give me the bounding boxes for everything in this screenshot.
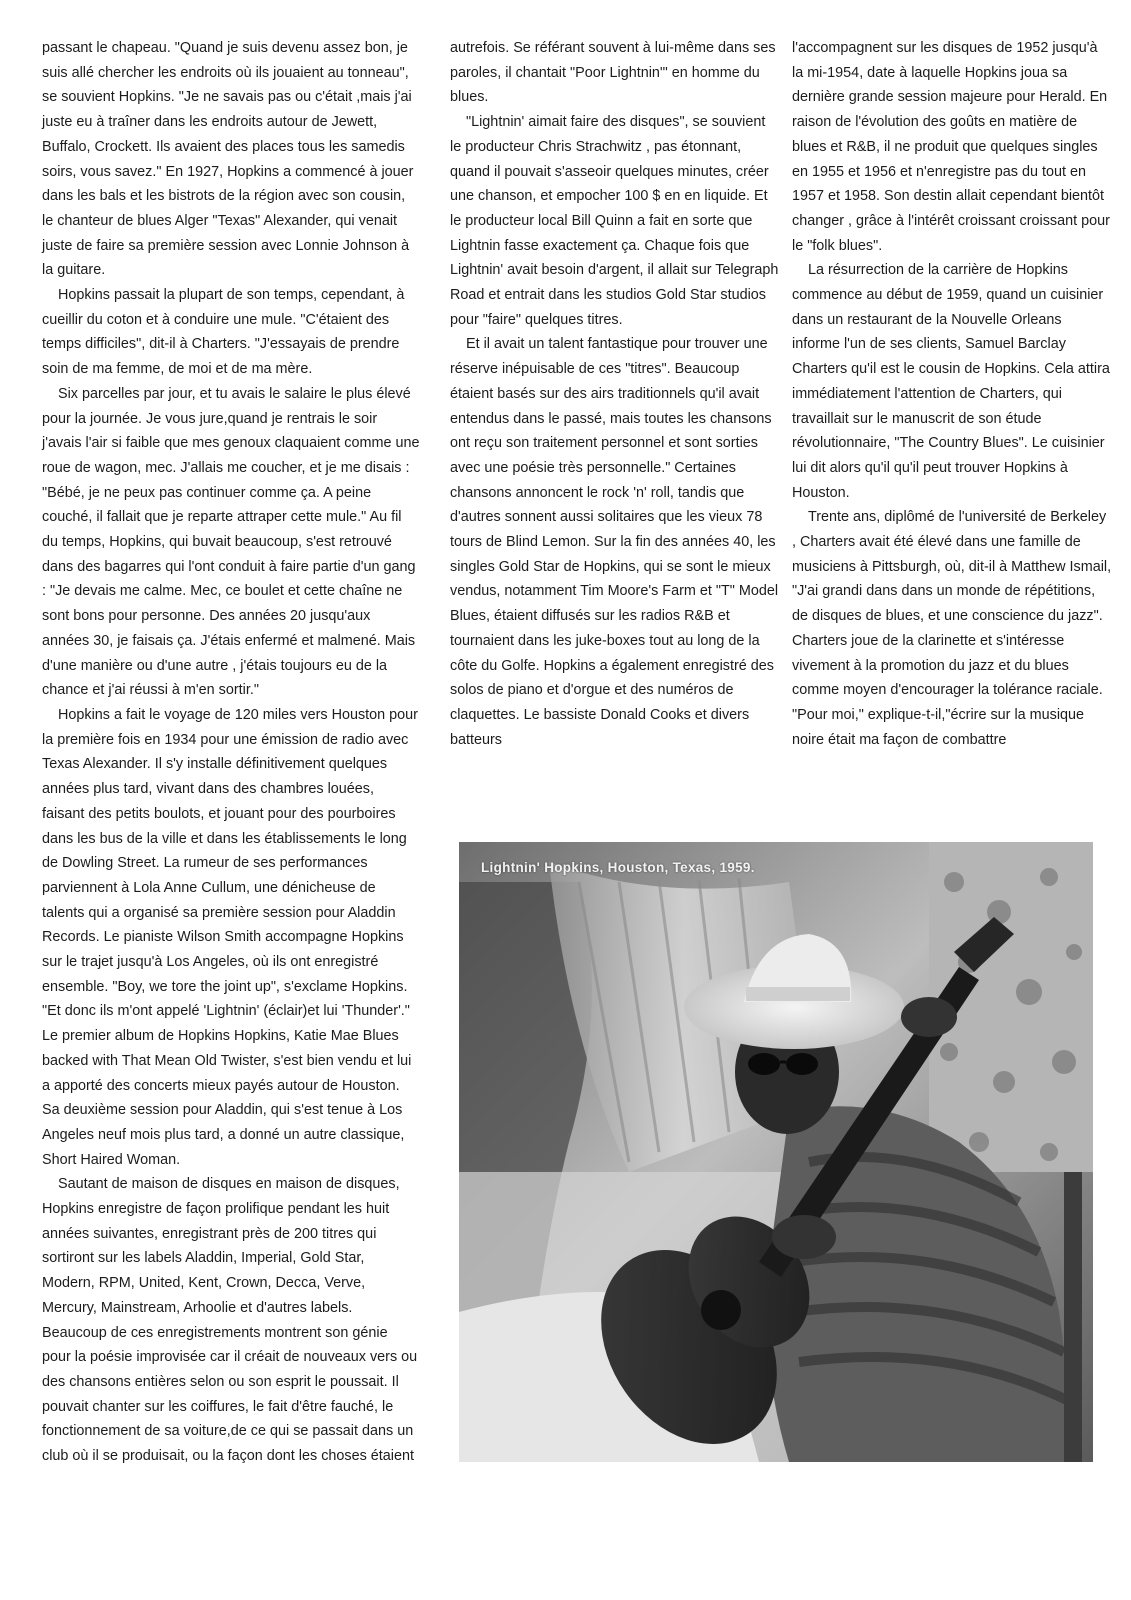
text-column-1 [42, 36, 420, 1469]
paragraph: "Lightnin' aimait faire des disques", se souvient le producteur Chris Strachwitz , pas étonnant, quand il pouvait s'asseoir quelques minutes, créer une chanson, et empocher 100 $ en en liquide. Et le producteur local Bill Quinn a fait en sorte que Lightnin fasse exactement ça. Chaque fois que Lightnin' avait besoin d'argent, il allait sur Telegraph Road et entrait dans les studios Gold Star studios pour "faire" quelques titres. [450, 114, 779, 328]
paragraph: Hopkins passait la plupart de son temps, cependant, à cueillir du coton et à conduire une mule. "C'étaient des temps difficiles", dit-il à Charters. "J'essayais de prendre soin de ma femme, de moi et de ma mère. [42, 287, 405, 378]
photo-caption: Lightnin' Hopkins, Houston, Texas, 1959. [481, 860, 755, 875]
paragraph: passant le chapeau. "Quand je suis devenu assez bon, je suis allé chercher les endroits où ils jouaient au tonneau", se souvient Hopkins. "Je ne savais pas ou c'était ,mais j'ai juste eu à traîner dans les endroits autour de Jewett, Buffalo, Crockett. Ils avaient des places tous les samedis soirs, vous savez." En 1927, Hopkins a commencé à jouer dans les bals et les bistrots de la région avec son cousin, le chanteur de blues Alger "Texas" Alexander, qui venait juste de faire sa première session avec Lonnie Johnson à la guitare. [42, 40, 414, 279]
paragraph: Et il avait un talent fantastique pour trouver une réserve inépuisable de ces "titres". Beaucoup étaient basés sur des airs traditionnels qu'il avait entendus dans le passé, mais toutes les chansons ont reçu son traitement personnel et sont sorties avec une poésie très personnelle." Certaines chansons annoncent le rock 'n' roll, tandis que d'autres sonnent aussi solitaires que les vieux 78 tours de Blind Lemon. Sur la fin des années 40, les singles Gold Star de Hopkins, qui se sont le mieux vendus, notamment Tim Moore's Farm et "T" Model Blues, étaient diffusés sur les radios R&B et tournaient dans les juke-boxes tout au long de la côte du Golfe. Hopkins a également enregistré des solos de piano et d'orgue et des numéros de claquettes. Le bassiste Donald Cooks et divers batteurs [450, 336, 779, 748]
paragraph: Hopkins a fait le voyage de 120 miles vers Houston pour la première fois en 1934 pour une émission de radio avec Texas Alexander. Il s'y installe définitivement quelques années plus tard, vivant dans des chambres louées, faisant des petits boulots, et jouant pour des pourboires dans les bus de la ville et dans les établissements le long de Dowling Street. La rumeur de ses performances parviennent à Lola Anne Cullum, une dénicheuse de talents qui a organisé sa première session pour Aladdin Records. Le pianiste Wilson Smith accompagne Hopkins sur le trajet jusqu'à Los Angeles, où ils ont enregistré ensemble. "Boy, we tore the joint up", s'exclame Hopkins. "Et donc ils m'ont appelé 'Lightnin' (éclair)et lui 'Thunder'." Le premier album de Hopkins Hopkins, Katie Mae Blues backed with That Mean Old Twister, s'est bien vendu et lui a apporté des concerts mieux payés autour de Houston. Sa deuxième session pour Aladdin, qui s'est tenue à Los Angeles neuf mois plus tard, a donné un autre classique, Short Haired Woman. [42, 706, 418, 1168]
photo-lightnin-hopkins [459, 842, 1093, 1462]
paragraph: La résurrection de la carrière de Hopkins commence au début de 1959, quand un cuisinier dans un restaurant de la Nouvelle Orleans informe l'un de ses clients, Samuel Barclay Charters qu'il est le cousin de Hopkins. Cela attira immédiatement l'attention de Charters, qui travaillait sur le manuscrit de son étude révolutionnaire, "The Country Blues". Le cuisinier lui dit alors qu'il qu'il peut trouver Hopkins à Houston. [792, 262, 1110, 501]
paragraph: Sautant de maison de disques en maison de disques, Hopkins enregistre de façon prolifique pendant les huit années suivantes, enregistrant près de 200 titres qui sortiront sur les labels Aladdin, Imperial, Gold Star, Modern, RPM, United, Kent, Crown, Decca, Verve, Mercury, Mainstream, Arhoolie et d'autres labels. Beaucoup de ces enregistrements montrent son génie pour la poésie improvisée car il créait de nouveaux vers ou des chansons entières selon ou son esprit le poussait. Il pouvait chanter sur les coiffures, le fait d'être fauché, le fonctionnement de sa voiture,de ce qui se passait dans un club où il se produisait, ou la façon dont les choses étaient [42, 1176, 418, 1465]
paragraph: Trente ans, diplômé de l'université de Berkeley , Charters avait été élevé dans une famille de musiciens à Pittsburgh, où, dit-il à Matthew Ismail, "J'ai grandi dans dans un monde de répétitions, de disques de blues, et une conscience du jazz". Charters joue de la clarinette et s'intéresse vivement à la promotion du jazz et du blues comme moyen d'encourager la tolérance raciale. "Pour moi," explique-t-il,"écrire sur la musique noire était ma façon de combattre [792, 509, 1112, 748]
photo-illustration [459, 842, 1093, 1462]
paragraph: autrefois. Se référant souvent à lui-même dans ses paroles, il chantait "Poor Lightnin'" en homme du blues. [450, 40, 776, 106]
text-column-3 [792, 36, 1112, 752]
text-column-2 [450, 36, 780, 752]
paragraph: Six parcelles par jour, et tu avais le salaire le plus élevé pour la journée. Je vous jure,quand je rentrais le soir j'avais l'air si faible que mes genoux claquaient comme une roue de wagon, mec. J'allais me coucher, et je me disais : "Bébé, je ne peux pas continuer comme ça. A peine couché, il fallait que je reparte attraper cette mule." Au fil du temps, Hopkins, qui buvait beaucoup, s'est retrouvé dans des bagarres qui l'ont conduit à faire partie d'un gang : "Je devais me calme. Mec, ce boulet et cette chaîne ne sont bons pour personne. Des années 20 jusqu'aux années 30, je faisais ça. J'étais enfermé et malmené. Mais d'une manière ou d'une autre , j'étais toujours eu de la chance et j'ai réussi à m'en sortir." [42, 385, 420, 699]
paragraph: l'accompagnent sur les disques de 1952 jusqu'à la mi-1954, date à laquelle Hopkins joua sa dernière grande session majeure pour Herald. En raison de l'évolution des goûts en matière de blues et R&B, il ne produit que quelques singles en 1955 et 1956 et n'enregistre pas du tout en 1957 et 1958. Son destin allait cependant bientôt changer , grâce à l'intérêt croissant croissant pour le "folk blues". [792, 40, 1110, 254]
